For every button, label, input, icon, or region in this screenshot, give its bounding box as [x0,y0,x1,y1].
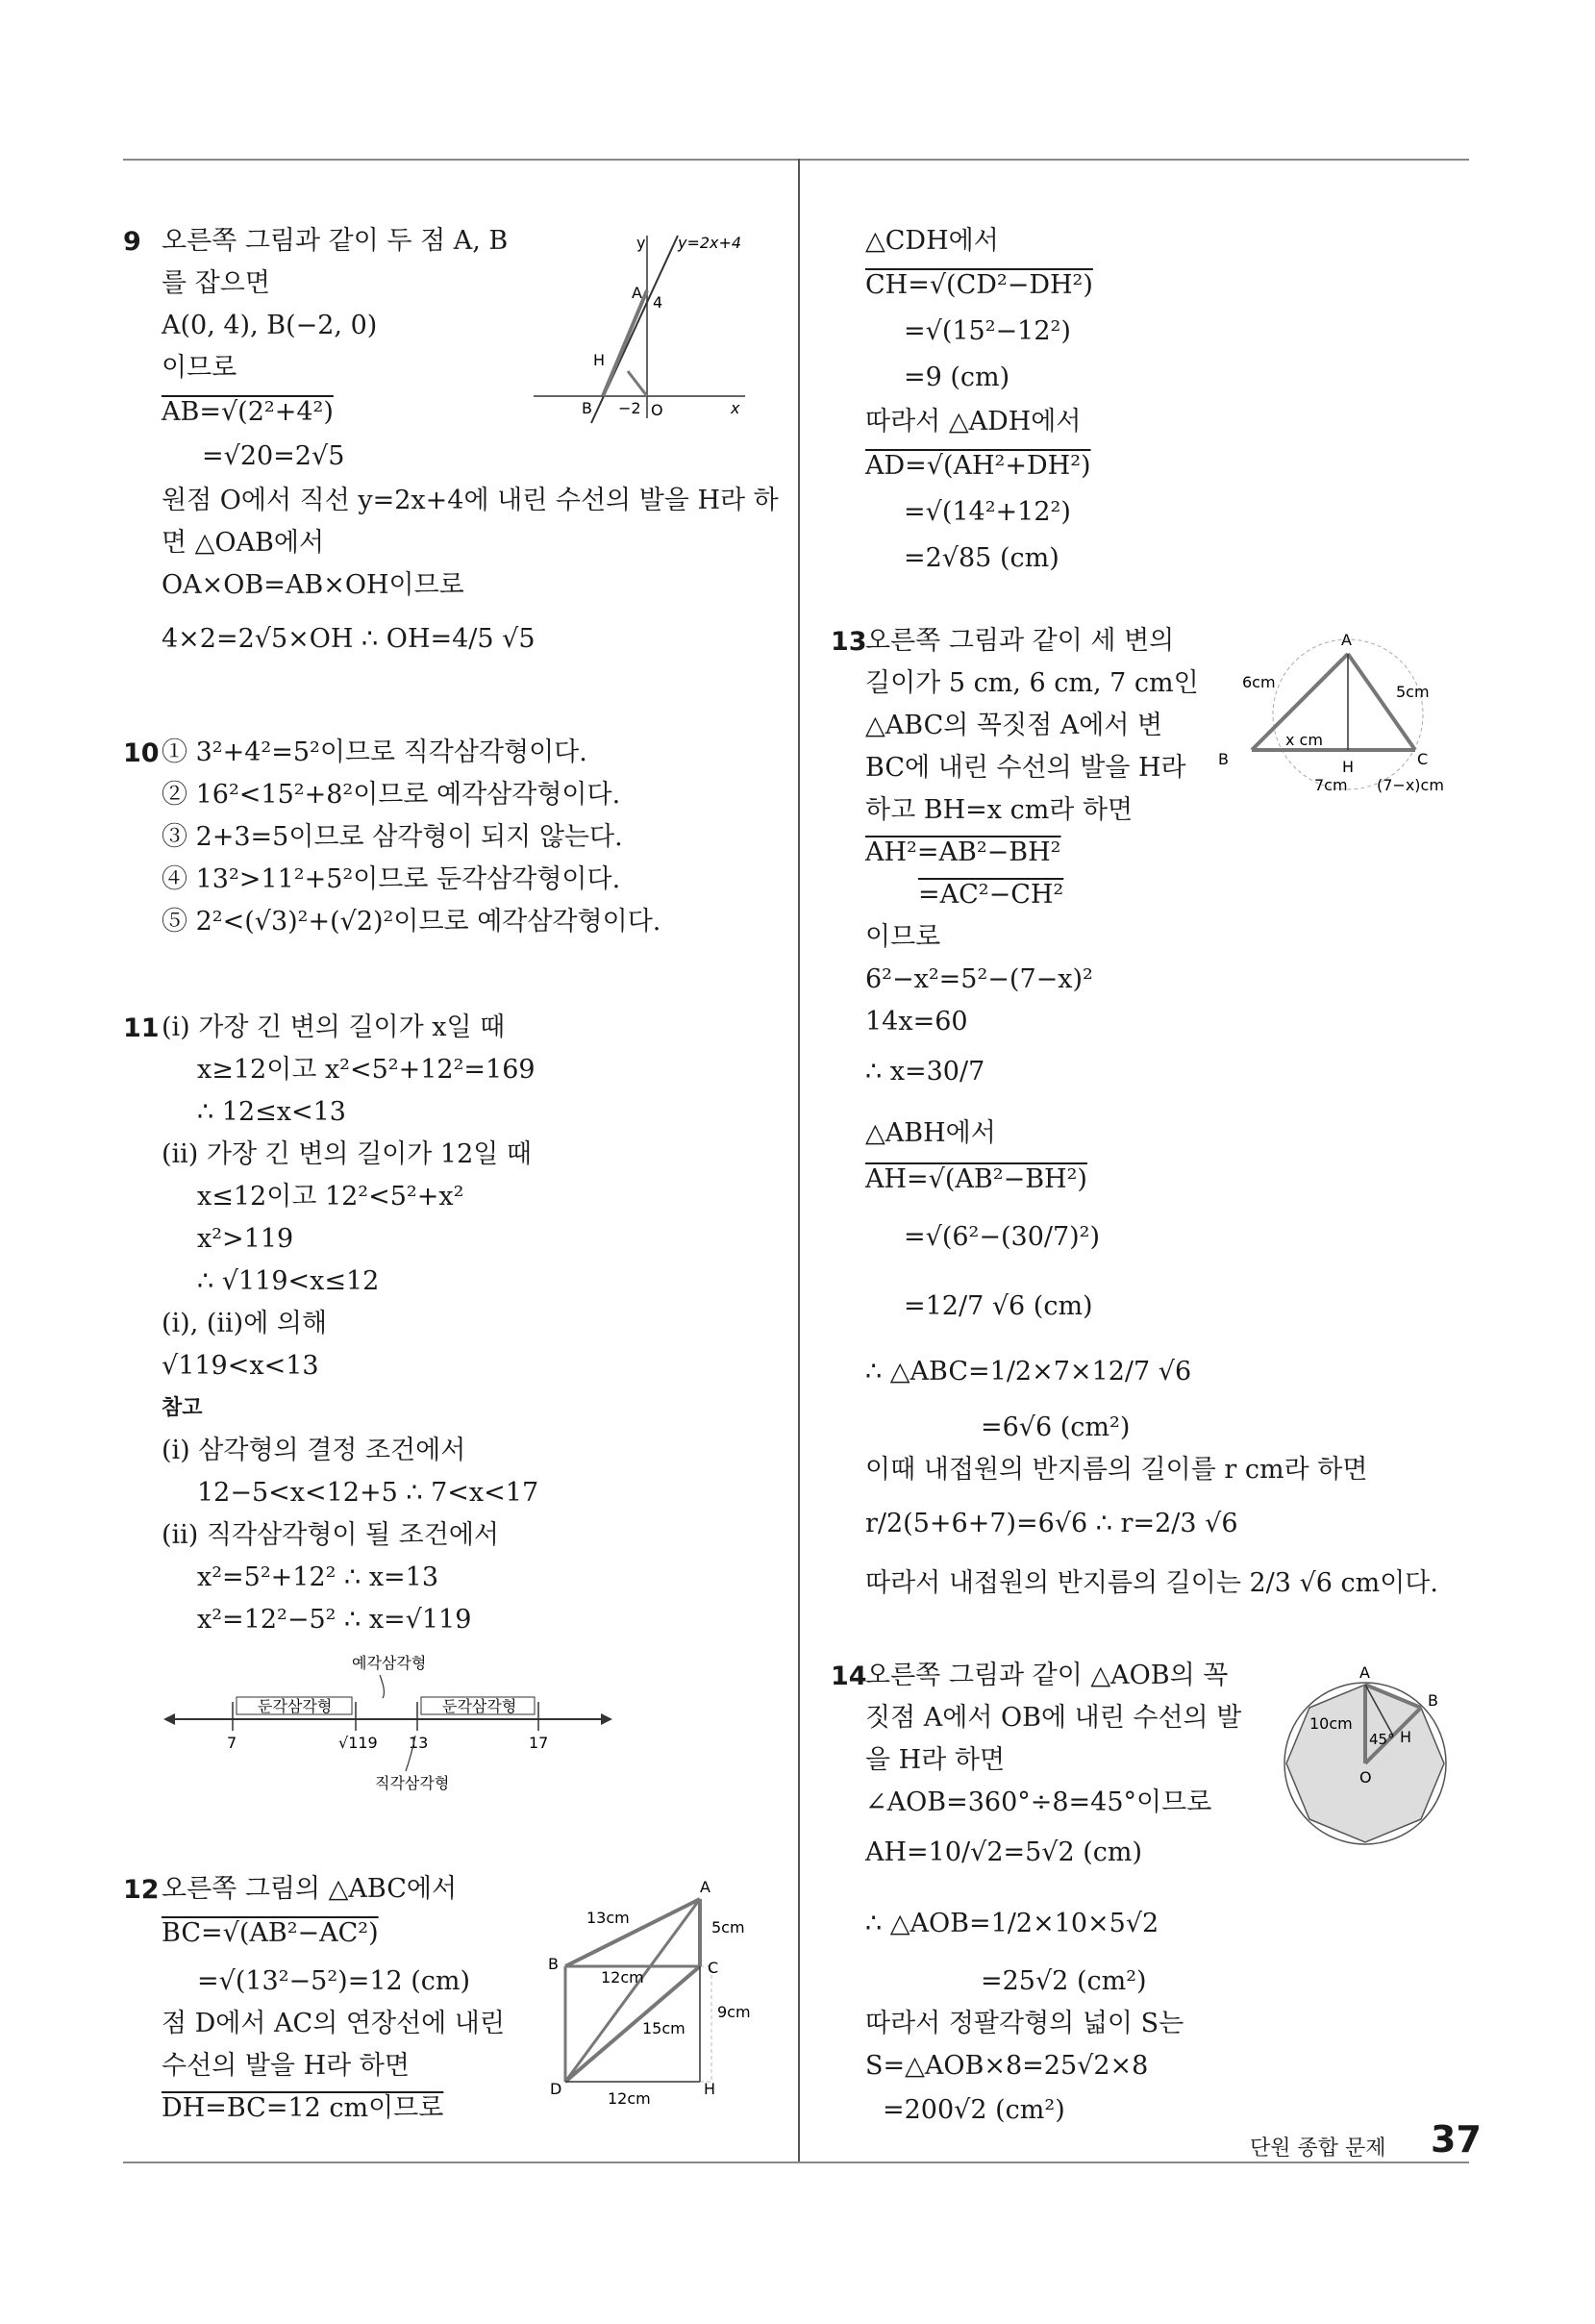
point-c: C [1417,750,1429,768]
line-label: y=2x+4 [678,234,742,252]
problem-14-figure [1259,1663,1490,1856]
text-line: △ABC의 꼭짓점 A에서 변 [865,711,1163,740]
text-line: x²=5²+12² ∴ x=13 [197,1562,439,1592]
text-line: =√(15²−12²) [904,316,1071,346]
label-45deg: 45° [1369,1731,1395,1748]
text-line: 이때 내접원의 반지름의 길이를 r cm라 하면 [865,1455,1368,1485]
point-b: B [1428,1691,1438,1710]
label-15cm: 15cm [642,2019,685,2037]
x-label: x [731,399,740,417]
text-line: r/2(5+6+7)=6√6 ∴ r=2/3 √6 [865,1509,1238,1538]
text-line: (ⅱ) 가장 긴 변의 길이가 12일 때 [162,1139,533,1169]
text-line: =6√6 (cm²) [981,1412,1131,1442]
point-b: B [1218,750,1229,768]
text-line: 오른쪽 그림과 같이 두 점 A, B [162,226,509,256]
text-line: =√20=2√5 [202,441,345,471]
bottom-rule [123,2162,1469,2163]
text-line: ∴ △AOB=1/2×10×5√2 [865,1909,1159,1938]
text-line: AH=√(AB²−BH²) [865,1164,1087,1194]
text-line: AD=√(AH²+DH²) [865,451,1091,481]
text-line: 이므로 [865,922,941,952]
point-a: A [1341,631,1352,649]
side-da [565,1899,700,2082]
text-line: 따라서 정팔각형의 넓이 S는 [865,2009,1184,2038]
text-line: ∠AOB=360°÷8=45°이므로 [865,1787,1212,1817]
label-5cm: 5cm [1396,683,1430,701]
point-b: B [548,1955,559,1973]
text-line: x≤12이고 12²<5²+x² [197,1182,464,1212]
text-line: x²>119 [197,1224,294,1254]
text-line: AB=√(2²+4²) [162,397,334,427]
text-line: =25√2 (cm²) [981,1966,1147,1996]
label-4: 4 [653,293,663,312]
text-line: 4×2=2√5×OH ∴ OH=4/5 √5 [162,624,536,654]
text-line: =AC²−CH² [918,880,1064,910]
label-17: 17 [529,1734,549,1752]
text-line: △ABH에서 [865,1118,996,1148]
point-h: H [1342,758,1355,776]
text-line: (ⅰ), (ⅱ)에 의해 [162,1309,328,1338]
text-line: =√(13²−5²)=12 (cm) [197,1966,471,1996]
text-line: 을 H라 하면 [865,1745,1006,1775]
label-10cm: 10cm [1309,1714,1353,1733]
text-line: ∴ 12≤x<13 [197,1097,346,1127]
text-line: ∴ x=30/7 [865,1057,985,1087]
label-xcm: x cm [1285,731,1323,749]
problem-9-figure [534,231,764,423]
left-arrow [163,1713,175,1725]
text-line: ① 3²+4²=5²이므로 직각삼각형이다. [162,737,587,767]
text-line: ⑤ 2²<(√3)²+(√2)²이므로 예각삼각형이다. [162,907,661,937]
note-heading: 참고 [162,1396,203,1420]
text-line: ③ 2+3=5이므로 삼각형이 되지 않는다. [162,822,623,852]
number-line-figure [163,1654,615,1798]
text-line: 를 잡으면 [162,268,270,298]
point-h: H [704,2080,716,2098]
text-line: 짓점 A에서 OB에 내린 수선의 발 [865,1703,1242,1733]
top-rule [123,159,1469,161]
problem-number: 10 [123,738,160,768]
text-line: x≥12이고 x²<5²+12²=169 [197,1055,536,1085]
text-line: 원점 O에서 직선 y=2x+4에 내린 수선의 발을 H라 하 [162,486,779,515]
label-7: 7 [227,1734,237,1752]
text-line: CH=√(CD²−DH²) [865,270,1093,300]
text-line: 이므로 [162,353,237,383]
text-line: (ⅰ) 삼각형의 결정 조건에서 [162,1436,466,1465]
text-line: 14x=60 [865,1007,968,1037]
text-line: 따라서 △ADH에서 [865,407,1082,437]
problem-13-figure [1213,630,1473,803]
label-7cm: 7cm [1314,776,1348,794]
label-minus2: −2 [618,399,641,417]
right-arrow [601,1713,612,1725]
text-line: 오른쪽 그림의 △ABC에서 [162,1874,458,1904]
text-line: x²=12²−5² ∴ x=√119 [197,1605,472,1635]
problem-number: 14 [831,1662,867,1691]
text-line: √119<x<13 [162,1351,319,1381]
point-b: B [582,399,592,417]
text-line: =√(14²+12²) [904,497,1071,527]
problem-12-figure [538,1875,769,2108]
text-line: A(0, 4), B(−2, 0) [162,311,378,340]
text-line: ② 16²<15²+8²이므로 예각삼각형이다. [162,780,621,810]
text-line: AH²=AB²−BH² [865,837,1061,867]
page-number: 37 [1431,2118,1482,2161]
text-line: DH=BC=12 cm이므로 [162,2093,444,2123]
text-line: BC에 내린 수선의 발을 H라 [865,753,1186,783]
column-divider [798,159,800,2162]
problem-number: 13 [831,627,867,657]
text-line: 12−5<x<12+5 ∴ 7<x<17 [197,1478,539,1508]
y-label: y [636,234,646,252]
arrow-acute [380,1675,384,1698]
text-line: ∴ △ABC=1/2×7×12/7 √6 [865,1357,1192,1387]
side-ba [565,1899,700,1966]
label-right: 직각삼각형 [375,1774,450,1792]
label-12cm-bottom: 12cm [608,2089,651,2108]
text-line: =2√85 (cm) [904,543,1059,573]
point-d: D [550,2080,562,2098]
problem-number: 11 [123,1013,160,1043]
text-line: AH=10/√2=5√2 (cm) [865,1837,1143,1867]
text-line: 점 D에서 AC의 연장선에 내린 [162,2009,505,2038]
text-line: 면 △OAB에서 [162,528,325,558]
label-acute: 예각삼각형 [352,1654,427,1672]
footer-section-label: 단원 종합 문제 [1250,2137,1386,2161]
segment-oh [628,371,647,396]
problem-number: 12 [123,1875,160,1905]
label-13: 13 [409,1734,429,1752]
point-a: A [632,284,642,302]
text-line: ∴ √119<x≤12 [197,1266,380,1296]
point-h: H [1400,1728,1412,1746]
label-obtuse-right: 둔각삼각형 [442,1697,517,1715]
label-6cm: 6cm [1242,673,1276,691]
side-ac [1348,654,1415,750]
label-13cm: 13cm [586,1909,630,1927]
label-sqrt119: √119 [338,1734,378,1752]
problem-number: 9 [123,227,141,257]
text-line: 6²−x²=5²−(7−x)² [865,964,1093,994]
point-o: O [1359,1768,1372,1787]
text-line: S=△AOB×8=25√2×8 [865,2051,1149,2081]
text-line: 오른쪽 그림과 같이 △AOB의 꼭 [865,1661,1229,1690]
label-7minusx: (7−x)cm [1377,776,1444,794]
point-a: A [1359,1663,1370,1682]
label-5cm: 5cm [711,1918,745,1937]
text-line: △CDH에서 [865,226,999,256]
point-a: A [700,1878,710,1896]
text-line: =200√2 (cm²) [883,2095,1065,2125]
text-line: OA×OB=AB×OH이므로 [162,570,464,600]
point-h: H [593,351,606,369]
text-line: =√(6²−(30/7)²) [904,1222,1101,1252]
text-line: 수선의 발을 H라 하면 [162,2051,410,2081]
point-o: O [651,401,663,419]
text-line: =12/7 √6 (cm) [904,1291,1093,1321]
segment-ab [603,290,647,396]
text-line: 따라서 내접원의 반지름의 길이는 2/3 √6 cm이다. [865,1568,1438,1598]
text-line: BC=√(AB²−AC²) [162,1918,379,1948]
point-c: C [708,1959,719,1977]
text-line: (ⅰ) 가장 긴 변의 길이가 x일 때 [162,1012,506,1042]
text-line: =9 (cm) [904,362,1010,392]
text-line: (ⅱ) 직각삼각형이 될 조건에서 [162,1520,499,1550]
text-line: 하고 BH=x cm라 하면 [865,795,1134,825]
text-line: ④ 13²>11²+5²이므로 둔각삼각형이다. [162,864,621,894]
text-line: 길이가 5 cm, 6 cm, 7 cm인 [865,668,1199,698]
label-obtuse-left: 둔각삼각형 [258,1697,333,1715]
text-line: 오른쪽 그림과 같이 세 변의 [865,626,1175,656]
label-9cm: 9cm [717,2003,751,2021]
label-12cm-top: 12cm [601,1968,644,1987]
